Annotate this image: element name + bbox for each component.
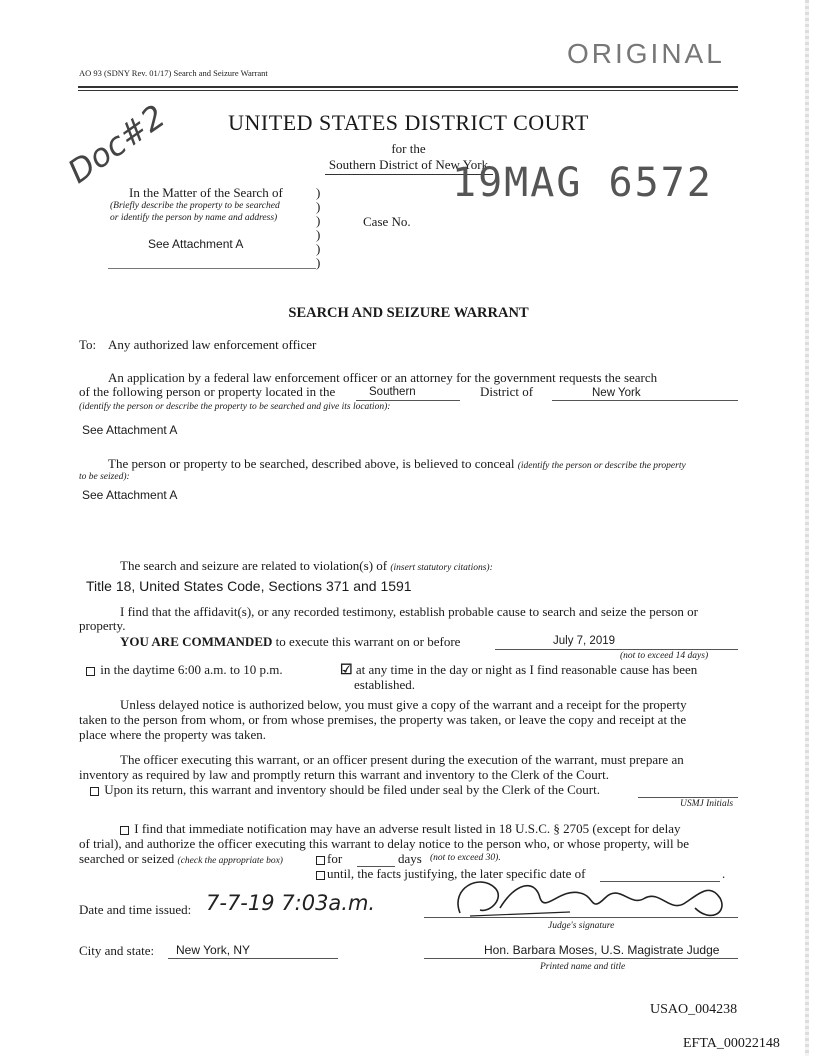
notice-line-2: taken to the person from whom, or from whose premises, the property was taken, or leave the copy and receipt at the [79, 712, 687, 727]
judge-signature-label: Judge's signature [548, 921, 615, 931]
initials-label: USMJ Initials [680, 799, 734, 809]
seal-checkbox[interactable] [90, 787, 99, 796]
header-rule-thin [78, 90, 738, 91]
finding-line-1: I find that the affidavit(s), or any recorded testimony, establish probable cause to search and seize the person or [120, 604, 698, 619]
conceal-hint: (identify the person or describe the property [517, 461, 686, 471]
matter-rule [108, 268, 316, 269]
delay-for-checkbox[interactable] [316, 856, 325, 865]
anytime-label-2: established. [354, 677, 416, 692]
header-rule [78, 86, 738, 88]
delay-days-hint: (not to exceed 30). [430, 853, 501, 863]
district-field[interactable] [356, 386, 460, 401]
case-no-label: Case No. [363, 214, 411, 229]
matter-line: In the Matter of the Search of [129, 185, 283, 200]
matter-value: See Attachment A [148, 237, 244, 251]
state-value: New York [592, 387, 641, 399]
finding-line-2: property. [79, 618, 126, 633]
delay-checkbox[interactable] [120, 826, 129, 835]
delay-days-field[interactable] [357, 852, 395, 867]
delay-line-3-text: searched or seized [79, 851, 175, 866]
inventory-line-2: inventory as required by law and promptly return this warrant and inventory to the Clerk of the Court. [79, 767, 609, 782]
district-name: Southern District of New York [328, 157, 489, 172]
handwritten-docket: Doc#2 [60, 97, 173, 191]
city-field[interactable] [168, 944, 338, 959]
for-the: for the [391, 141, 426, 156]
efta-number: EFTA_00022148 [683, 1036, 780, 1051]
judge-name: Hon. Barbara Moses, U.S. Magistrate Judge [484, 943, 720, 957]
violation-text [120, 558, 493, 576]
delay-until-label: until, the facts justifying, the later specific date of [327, 866, 586, 881]
notice-line-3: place where the property was taken. [79, 727, 266, 742]
notice-line-1: Unless delayed notice is authorized below, you must give a copy of the warrant and a receipt for the property [120, 697, 687, 712]
conceal-main: The person or property to be searched, described above, is believed to conceal [108, 456, 515, 471]
bates-number: USAO_004238 [650, 1002, 738, 1017]
inventory-line-3-text: Upon its return, this warrant and inventory should be filed under seal by the Clerk of the Court. [104, 782, 600, 797]
judge-signature [440, 868, 740, 928]
warrant-title: SEARCH AND SEIZURE WARRANT [288, 305, 529, 321]
initials-field[interactable] [638, 783, 738, 798]
anytime-label: at any time in the day or night as I find reasonable cause has been [355, 662, 698, 677]
application-hint: (identify the person or describe the property to be searched and give its location): [79, 402, 391, 412]
command-bold: YOU ARE COMMANDED [120, 634, 273, 649]
delay-line-3 [79, 851, 283, 869]
inventory-line-3 [90, 782, 600, 798]
date-hint: (not to exceed 14 days) [620, 651, 709, 661]
delay-until-checkbox[interactable] [316, 871, 325, 880]
city-value: New York, NY [176, 943, 251, 957]
delay-line-1 [120, 821, 680, 837]
judge-name-field[interactable] [424, 944, 738, 959]
application-text-2b: District of [480, 384, 534, 399]
command-text: to execute this warrant on or before [275, 634, 461, 649]
matter-hint-2: or identify the person by name and address) [110, 213, 278, 223]
issued-field[interactable] [196, 891, 414, 918]
form-header: AO 93 (SDNY Rev. 01/17) Search and Seizure Warrant [79, 68, 268, 78]
daytime-checkbox[interactable] [86, 667, 95, 676]
conceal-value: See Attachment A [82, 488, 178, 502]
delay-for-label: for [327, 851, 343, 866]
violation-main: The search and seizure are related to violation(s) of [120, 558, 388, 573]
court-name: UNITED STATES DISTRICT COURT [228, 110, 589, 135]
delay-line-1-text: I find that immediate notification may have an adverse result listed in 18 U.S.C. § 2705 (except for delay [134, 821, 681, 836]
issued-value: 7-7-19 7:03a.m. [206, 891, 376, 915]
to-label: To: [79, 337, 97, 352]
delay-days-label: days [398, 851, 422, 866]
district-value: Southern [369, 386, 416, 398]
date-value: July 7, 2019 [553, 635, 616, 647]
violation-hint: (insert statutory citations): [390, 563, 493, 573]
date-field[interactable] [495, 635, 738, 650]
application-value: See Attachment A [82, 423, 178, 437]
daytime-label: in the daytime 6:00 a.m. to 10 p.m. [100, 662, 283, 677]
daytime-option[interactable] [86, 662, 283, 678]
conceal-hint-2: to be seized): [79, 472, 130, 482]
anytime-checkbox-checked[interactable]: ☑ [340, 663, 353, 678]
state-field[interactable] [552, 386, 738, 401]
conceal-text [108, 456, 686, 474]
issued-label: Date and time issued: [79, 902, 192, 917]
original-stamp: ORIGINAL [567, 38, 725, 69]
delay-for [316, 851, 342, 867]
application-text-1: An application by a federal law enforcement officer or an attorney for the government requests the search [108, 370, 658, 385]
to-value: Any authorized law enforcement officer [108, 337, 317, 352]
inventory-line-1: The officer executing this warrant, or an officer present during the execution of the warrant, must prepare an [120, 752, 684, 767]
delay-line-3-hint: (check the appropriate box) [177, 856, 283, 866]
delay-line-2: of trial), and authorize the officer executing this warrant to delay notice to the person who, or whose property, will be [79, 836, 690, 851]
judge-name-label: Printed name and title [540, 962, 626, 972]
violation-value: Title 18, United States Code, Sections 371 and 1591 [86, 578, 412, 594]
application-text-2a: of the following person or property located in the [79, 384, 336, 399]
case-no-stamp: 19MAG 6572 [452, 160, 713, 206]
command-line [120, 634, 460, 650]
matter-hint-1: (Briefly describe the property to be searched [110, 201, 280, 211]
city-label: City and state: [79, 943, 155, 958]
